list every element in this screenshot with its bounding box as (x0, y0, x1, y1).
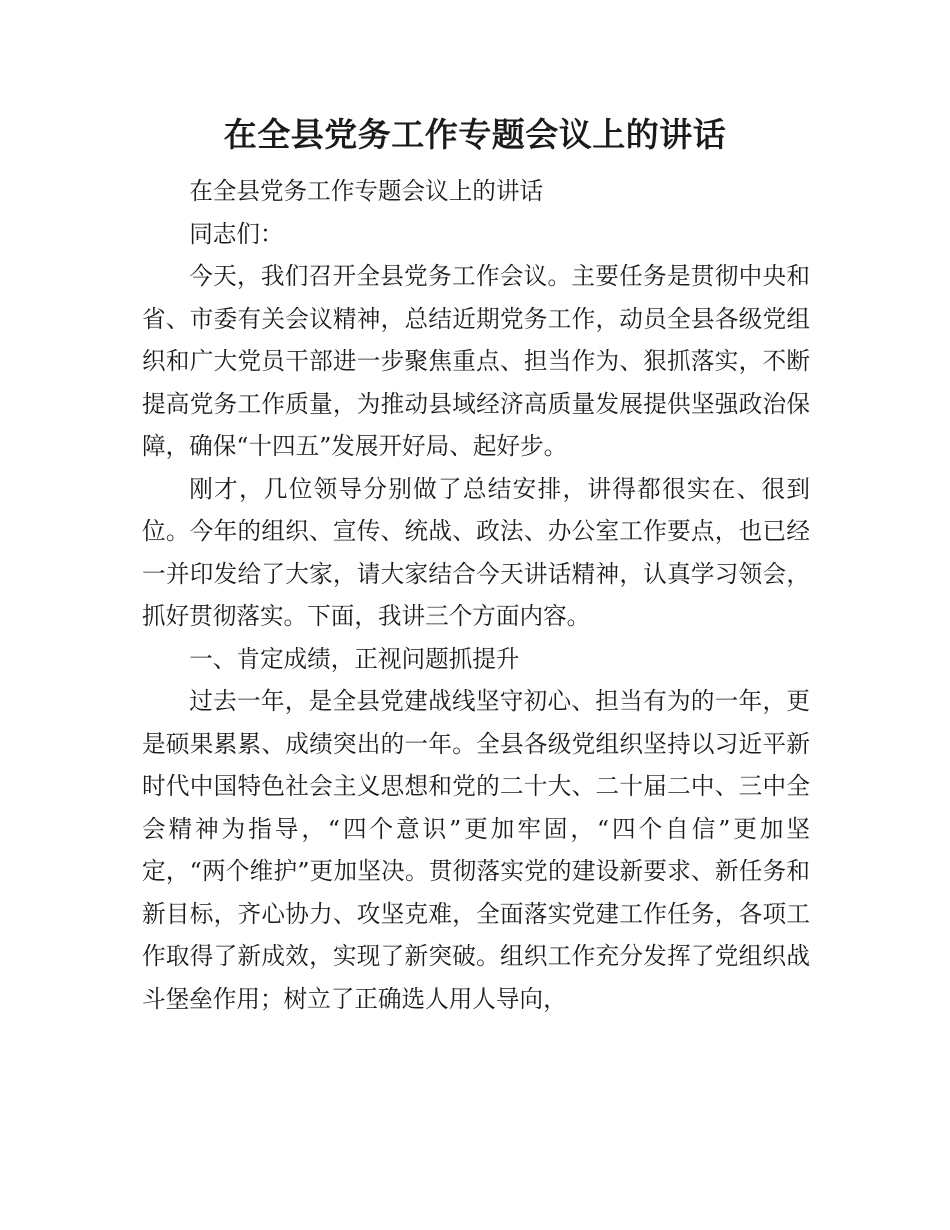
paragraph-agenda: 刚才，几位领导分别做了总结安排，讲得都很实在、很到位。今年的组织、宣传、统战、政法、办公室工作要点，也已经一并印发给了大家，请大家结合今天讲话精神，认真学习领会，抓好贯彻落实。下面，我讲三个方面内容。 (142, 474, 810, 630)
paragraph-salutation: 同志们： (189, 219, 284, 248)
document-body (142, 170, 810, 1020)
document-title: 在全县党务工作专题会议上的讲话 (223, 115, 727, 154)
section-heading-1: 一、肯定成绩，正视问题抓提升 (189, 644, 520, 673)
paragraph-achievements: 过去一年，是全县党建战线坚守初心、担当有为的一年，更是硕果累累、成绩突出的一年。全县各级党组织坚持以习近平新时代中国特色社会主义思想和党的二十大、二十届二中、三中全会精神为指导，“四个意识”更加牢固，“四个自信”更加坚定，“两个维护”更加坚决。贯彻落实党的建设新要求、新任务和新目标，齐心协力、攻坚克难，全面落实党建工作任务，各项工作取得了新成效，实现了新突破。组织工作充分发挥了党组织战斗堡垒作用；树立了正确选人用人导向， (142, 687, 810, 1013)
paragraph-subtitle: 在全县党务工作专题会议上的讲话 (189, 177, 544, 205)
paragraph-intro: 今天，我们召开全县党务工作会议。主要任务是贯彻中央和省、市委有关会议精神，总结近期党务工作，动员全县各级党组织和广大党员干部进一步聚焦重点、担当作为、狠抓落实，不断提高党务工作质量，为推动县域经济高质量发展提供坚强政治保障，确保“十四五”发展开好局、起好步。 (142, 262, 810, 460)
